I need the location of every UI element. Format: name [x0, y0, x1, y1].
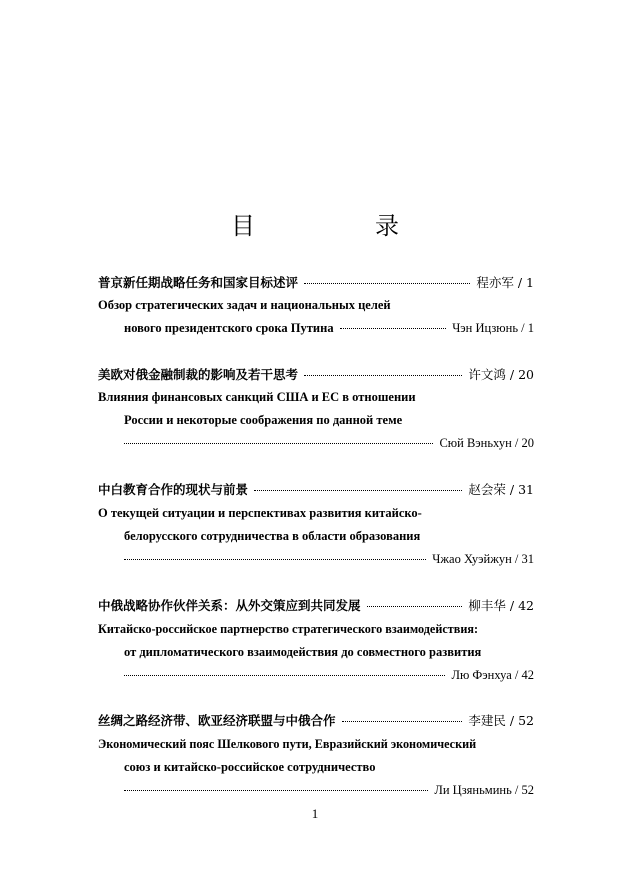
page-title: 目 录 — [231, 212, 447, 240]
toc-author-ru: Чэн Ицзюнь / 1 — [452, 321, 534, 335]
toc-entry-ru-line — [124, 642, 534, 662]
toc-title-zh: 丝绸之路经济带、欧亚经济联盟与中俄合作 — [98, 713, 336, 728]
toc-entry-ru-line — [98, 619, 534, 639]
dot-leader — [367, 605, 463, 607]
toc-entry-zh[interactable] — [98, 365, 534, 385]
dot-leader — [340, 327, 447, 329]
toc-author-zh: 赵会荣 / 31 — [468, 482, 534, 497]
toc-entry-zh[interactable] — [98, 273, 534, 293]
toc-entry-ru[interactable] — [124, 665, 534, 685]
toc-title-ru: Экономический пояс Шелкового пути, Евразийский экономический — [98, 737, 477, 751]
toc-title-ru-cont: нового президентского срока Путина — [124, 321, 334, 335]
page-number: 1 — [311, 806, 319, 821]
toc-entry-zh[interactable] — [98, 711, 534, 731]
toc-title-ru: Влияния финансовых санкций США и ЕС в отношении — [98, 390, 416, 404]
dot-leader — [304, 282, 470, 284]
toc-entry-ru-line — [124, 757, 534, 777]
dot-leader — [304, 374, 462, 376]
toc-author-ru: Чжао Хуэйжун / 31 — [432, 552, 534, 566]
toc-title-ru: Китайско-российское партнерство стратегического взаимодействия: — [98, 622, 479, 636]
toc-entry-ru[interactable] — [124, 780, 534, 800]
dot-leader — [124, 789, 428, 791]
toc-title-ru-cont: белорусского сотрудничества в области образования — [124, 529, 421, 543]
toc-title-ru-cont: России и некоторые соображения по данной теме — [124, 413, 403, 427]
toc-entry-ru-line — [98, 387, 534, 407]
dot-leader — [342, 720, 463, 722]
toc-entry-ru-line — [98, 503, 534, 523]
toc-author-zh: 柳丰华 / 42 — [468, 598, 534, 613]
toc-title-ru-cont: от дипломатического взаимодействия до совместного развития — [124, 645, 482, 659]
toc-entry-zh[interactable] — [98, 480, 534, 500]
toc-entry-ru-line — [98, 734, 534, 754]
toc-title-zh: 美欧对俄金融制裁的影响及若干思考 — [98, 367, 299, 382]
toc-title-zh: 中俄战略协作伙伴关系：从外交策应到共同发展 — [98, 598, 361, 613]
toc-title-zh: 普京新任期战略任务和国家目标述评 — [98, 275, 299, 290]
dot-leader — [124, 558, 426, 560]
toc-entry-ru-line — [98, 295, 534, 315]
toc-entry-ru[interactable] — [124, 433, 534, 453]
toc-entry-zh[interactable] — [98, 596, 534, 616]
toc-author-ru: Сюй Вэньхун / 20 — [439, 436, 534, 450]
dot-leader — [124, 674, 445, 676]
toc-entry-ru-line — [124, 526, 534, 546]
toc-author-ru: Ли Цзяньминь / 52 — [434, 783, 534, 797]
toc-title-zh: 中白教育合作的现状与前景 — [98, 482, 249, 497]
toc-entry-ru[interactable] — [124, 318, 534, 338]
toc-entry-ru-line — [124, 410, 534, 430]
toc-title-ru: Обзор стратегических задач и национальных целей — [98, 298, 391, 312]
toc-title-ru-cont: союз и китайско-российское сотрудничество — [124, 760, 376, 774]
toc-title-ru: О текущей ситуации и перспективах развития китайско- — [98, 506, 422, 520]
toc-entry-ru[interactable] — [124, 549, 534, 569]
toc-author-zh: 许文鸿 / 20 — [468, 367, 534, 382]
toc-author-ru: Лю Фэнхуа / 42 — [451, 668, 534, 682]
toc-author-zh: 程亦军 / 1 — [476, 275, 534, 290]
toc-author-zh: 李建民 / 52 — [468, 713, 534, 728]
dot-leader — [254, 489, 462, 491]
dot-leader — [124, 442, 433, 444]
